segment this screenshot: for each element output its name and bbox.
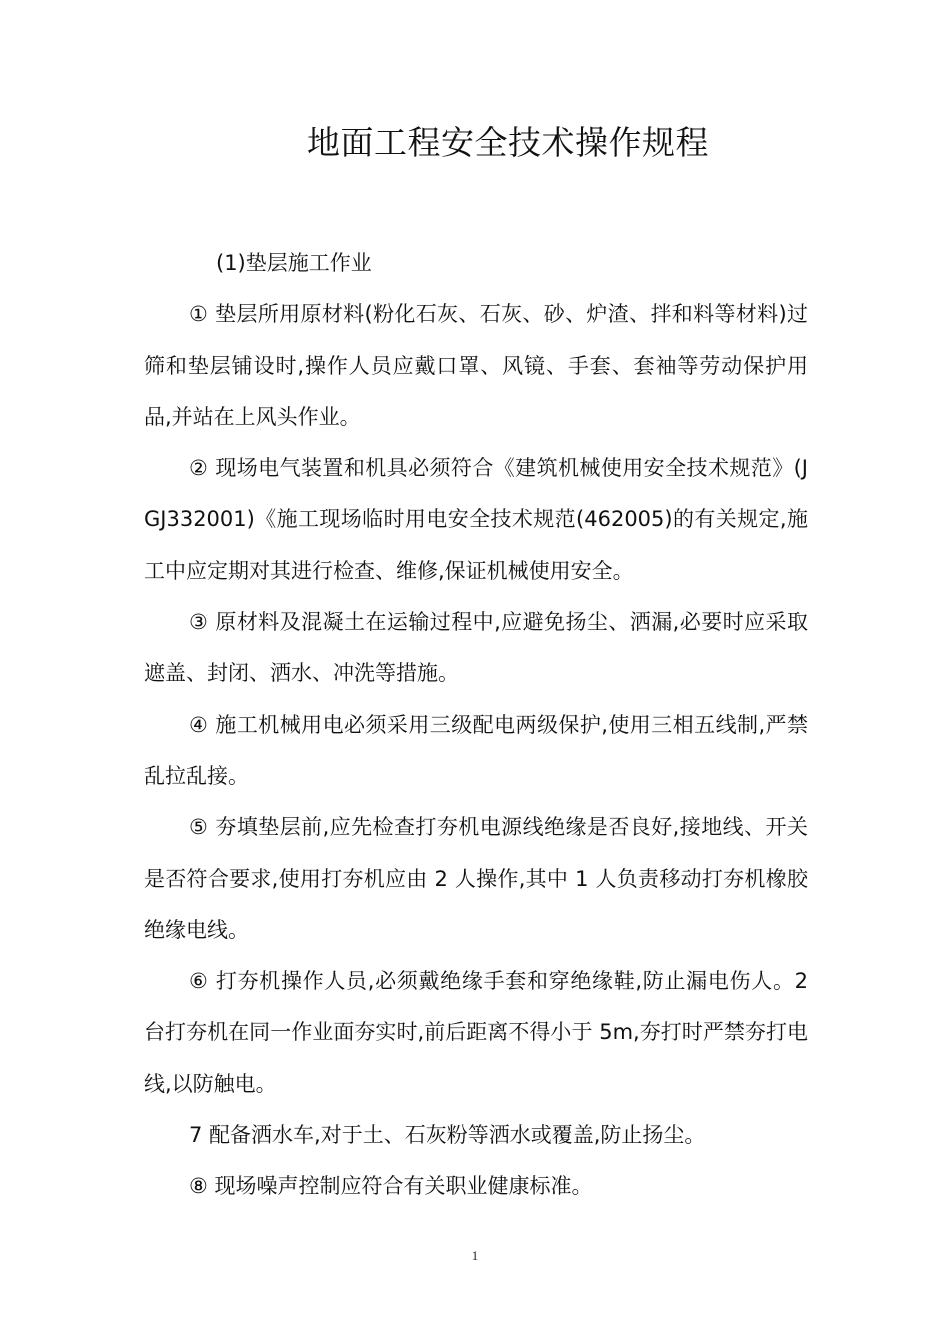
page-number: 1 — [471, 1248, 479, 1263]
paragraph-4: ④ 施工机械用电必须采用三级配电两级保护,使用三相五线制,严禁乱拉乱接。 — [144, 712, 808, 788]
paragraph-5: ⑤ 夯填垫层前,应先检查打夯机电源线绝缘是否良好,接地线、开关是否符合要求,使用打夯机应由 2 人操作,其中 1 人负责移动打夯机橡胶绝缘电线。 — [144, 815, 808, 942]
paragraph-6: ⑥ 打夯机操作人员,必须戴绝缘手套和穿绝缘鞋,防止漏电伤人。2 台打夯机在同一作业面夯实时,前后距离不得小于 5m,夯打时严禁夯打电线,以防触电。 — [144, 969, 808, 1096]
paragraph-2: ② 现场电气装置和机具必须符合《建筑机械使用安全技术规范》(JGJ332001)《施工现场临时用电安全技术规范(462005)的有关规定,施工中应定期对其进行检查、维修,保证机械使用安全。 — [144, 456, 808, 583]
document-title: 地面工程安全技术操作规程 — [307, 123, 709, 162]
document-body — [144, 238, 808, 1213]
paragraph-3: ③ 原材料及混凝土在运输过程中,应避免扬尘、洒漏,必要时应采取遮盖、封闭、洒水、冲洗等措施。 — [144, 610, 808, 686]
paragraph-1: ① 垫层所用原材料(粉化石灰、石灰、砂、炉渣、拌和料等材料)过筛和垫层铺设时,操作人员应戴口罩、风镜、手套、套袖等劳动保护用品,并站在上风头作业。 — [144, 302, 808, 429]
paragraph-8: ⑧ 现场噪声控制应符合有关职业健康标准。 — [189, 1174, 593, 1199]
section-heading: (1)垫层施工作业 — [216, 251, 372, 275]
paragraph-7: 7 配备洒水车,对于土、石灰粉等洒水或覆盖,防止扬尘。 — [189, 1123, 706, 1148]
